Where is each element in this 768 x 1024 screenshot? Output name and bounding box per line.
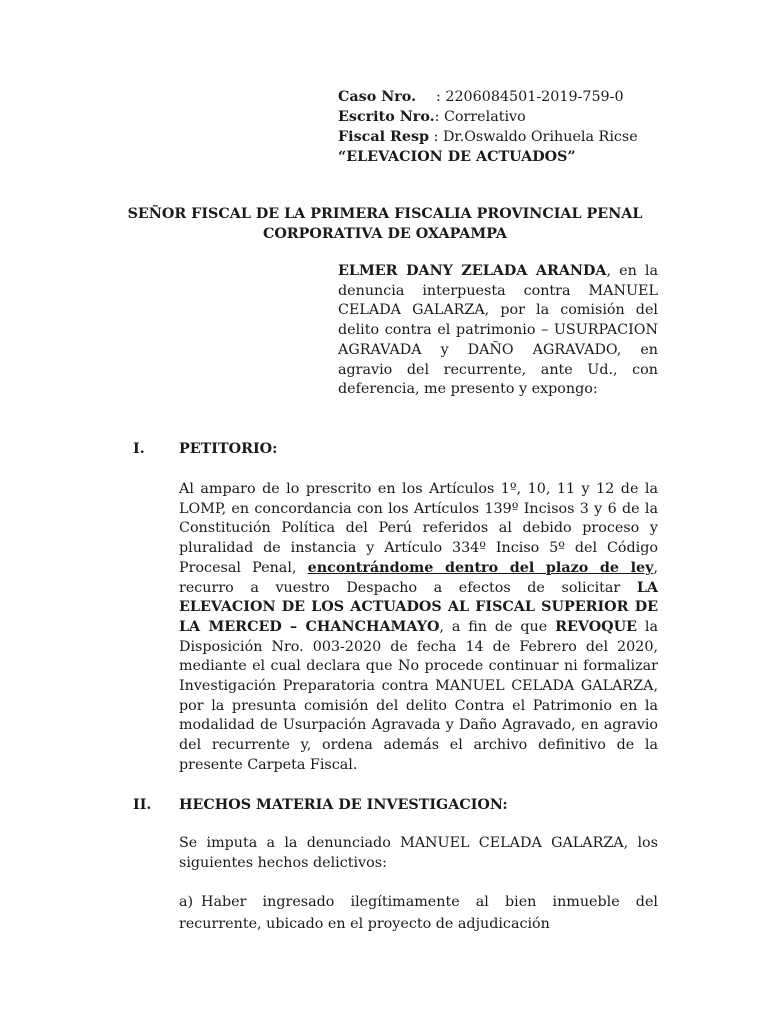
prosecutor-row xyxy=(338,127,668,147)
subject-row xyxy=(338,147,668,167)
prosecutor-value: : Dr.Oswaldo Orihuela Ricse xyxy=(433,129,638,145)
petition-text-1: Al amparo de lo prescrito en los Artículos 1º, 10, 11 y 12 de la LOMP, en concordancia con los Artículos 139º Incisos 3 y 6 de la Constitución Política del Perú referidos al debido proceso y pluralidad de instancia y Artículo 334º Inciso 5º del Código Procesal Penal, xyxy=(179,481,658,576)
intro-text: , en la denuncia interpuesta contra MANUEL CELADA GALARZA, por la comisión del delito contra el patrimonio – USURPACION AGRAVADA y DAÑO AGRAVADO, en agravio del recurrente, ante Ud., con deferencia, me presento y expongo: xyxy=(338,263,658,398)
brief-number-value: : Correlativo xyxy=(434,109,526,125)
section-2-title: HECHOS MATERIA DE INVESTIGACION: xyxy=(179,797,508,813)
section-1-title: PETITORIO: xyxy=(179,441,278,457)
petition-underlined: encontrándome dentro del plazo de ley xyxy=(307,559,654,576)
complainant-name: ELMER DANY ZELADA ARANDA xyxy=(338,263,607,279)
section-2-number: II. xyxy=(133,797,152,813)
petition-paragraph xyxy=(179,480,658,776)
petition-text-4: la Disposición Nro. 003-2020 de fecha 14 de Febrero del 2020, mediante el cual declara que No procede continuar ni formalizar Investigación Preparatoria contra MANUEL CELADA GALARZA, por la presunta comisión del delito Contra el Patrimonio en la modalidad de Usurpación Agravada y Daño Agravado, en agravio del recurrente y, ordena además el archivo definitivo de la presente Carpeta Fiscal. xyxy=(179,618,658,773)
addressee-line-1: SEÑOR FISCAL DE LA PRIMERA FISCALIA PROVINCIAL PENAL xyxy=(127,206,643,222)
case-number-label: Caso Nro. xyxy=(338,89,417,105)
brief-number-row xyxy=(338,107,668,127)
section-2-heading xyxy=(133,795,508,815)
section-1-heading xyxy=(133,439,277,459)
fact-item-a-text: Haber ingresado ilegítimamente al bien inmueble del recurrente, ubicado en el proyecto de adjudicación xyxy=(179,894,658,932)
fact-item-a-marker: a) xyxy=(179,894,194,910)
petition-text-2: , recurro a vuestro Despacho a efectos de solicitar xyxy=(179,559,658,596)
section-1-number: I. xyxy=(133,441,145,457)
prosecutor-label: Fiscal Resp xyxy=(338,129,430,145)
subject-title: “ELEVACION DE ACTUADOS” xyxy=(338,149,576,165)
petition-text-3: , a fin de que xyxy=(439,618,556,635)
case-header xyxy=(338,87,668,167)
petition-bold-2: REVOQUE xyxy=(555,618,637,635)
addressee-heading xyxy=(100,204,670,244)
fact-item-a xyxy=(179,891,658,935)
intro-paragraph xyxy=(338,262,658,400)
petition-bold-1: LA ELEVACION DE LOS ACTUADOS AL FISCAL SUPERIOR DE LA MERCED – CHANCHAMAYO xyxy=(179,579,658,635)
brief-number-label: Escrito Nro. xyxy=(338,109,435,125)
case-number-row xyxy=(338,87,668,107)
addressee-line-2: CORPORATIVA DE OXAPAMPA xyxy=(262,226,508,242)
case-number-value: : 2206084501-2019-759-0 xyxy=(436,89,624,105)
facts-intro-paragraph: Se imputa a la denunciado MANUEL CELADA GALARZA, los siguientes hechos delictivos: xyxy=(179,835,658,871)
